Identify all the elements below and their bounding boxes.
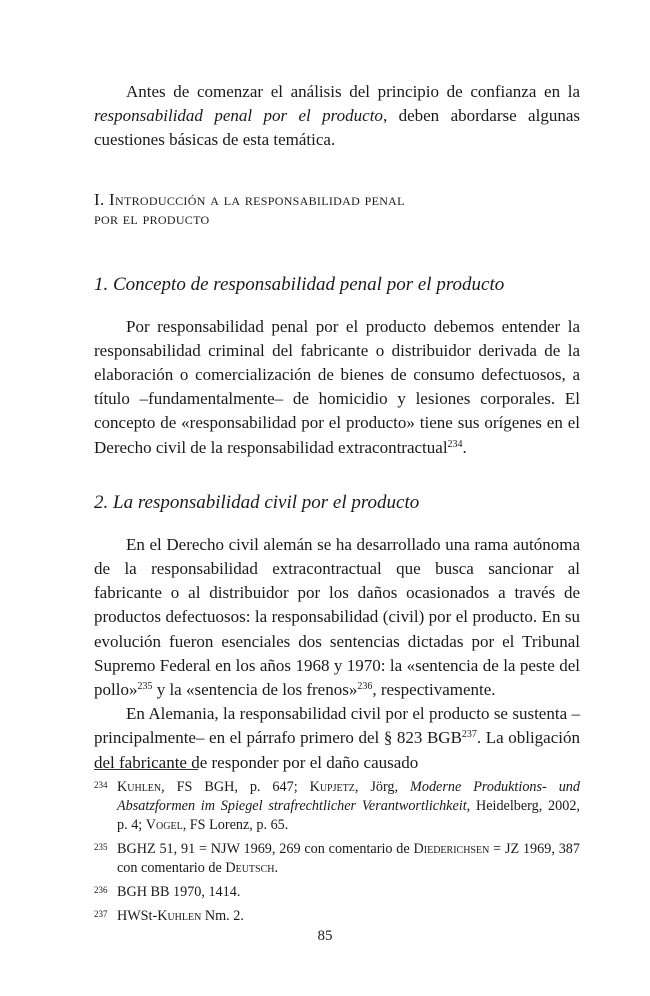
citation-text: HWSt- — [117, 908, 158, 924]
book-title: Moderne Produktions- und Absatzformen im Spiegel strafrechtlicher Verantwortlichkeit — [117, 779, 580, 814]
author-name: Diederichsen — [413, 841, 490, 857]
citation-text: , Heidelberg, 2002, p. 4; — [117, 798, 580, 833]
intro-text-end: , deben abordarse algunas cuestiones básicas de esta temática. — [94, 106, 580, 150]
footnote-ref-236[interactable]: 236 — [357, 681, 373, 693]
footnote-235 — [94, 840, 580, 878]
chapter-heading-line1: I. Introducción a la responsabilidad penal — [94, 189, 405, 209]
citation-text: , FS Lorenz, p. 65. — [182, 817, 289, 833]
intro-paragraph — [94, 80, 580, 153]
footnote-separator — [94, 769, 198, 770]
footnote-text — [117, 907, 580, 926]
citation-text: BGHZ 51, 91 = NJW 1969, 269 con comentario de — [117, 841, 414, 857]
footnote-234 — [94, 778, 580, 835]
intro-text: Antes de comenzar el análisis del principio de confianza en la — [126, 82, 580, 101]
section-2-text-d: En Alemania, la responsabilidad civil por el producto se sustenta –principalmente– en el párrafo primero del § 823 BGB — [94, 704, 580, 748]
intro-italic-term: responsabilidad penal por el producto — [94, 106, 383, 126]
author-name: Deutsch — [225, 860, 275, 876]
section-1-text-end: . — [462, 437, 467, 457]
section-1-paragraph — [94, 315, 580, 460]
footnote-text — [117, 840, 580, 878]
page-body — [94, 80, 580, 775]
footnote-number: 236 — [94, 885, 108, 895]
citation-text: , FS BGH, p. 647; — [161, 779, 310, 795]
footnote-ref-234[interactable]: 234 — [447, 438, 463, 450]
author-name: Kuhlen — [157, 908, 202, 924]
section-1-text: Por responsabilidad penal por el producto debemos entender la responsabilidad criminal del fabricante o distribuidor derivada de la elaboración o comercialización de bienes de consumo defectuosos, a título –fundamentalmente– de homicidio y lesiones corporales. El concepto de «responsabilidad por el producto» tiene sus orígenes en el Derecho civil de la responsabilidad extracontractual — [94, 316, 580, 457]
footnote-number: 237 — [94, 909, 108, 919]
chapter-heading-line2: por el producto — [94, 208, 210, 228]
author-name: Kupjetz — [309, 779, 355, 795]
footnote-number: 235 — [94, 842, 108, 852]
page-number: 85 — [317, 928, 333, 944]
citation-text: , Jörg, — [354, 779, 411, 795]
citation-text: BGH BB 1970, 1414. — [117, 884, 241, 900]
footnote-236 — [94, 883, 580, 902]
footnote-ref-237[interactable]: 237 — [461, 729, 477, 741]
footnotes — [94, 778, 580, 931]
citation-text: Nm. 2. — [201, 908, 244, 924]
section-2-text-b: y la «sentencia de los frenos» — [152, 680, 358, 700]
citation-text: . — [274, 860, 279, 876]
section-2-text-c: , respectivamente. — [372, 680, 496, 700]
section-2-paragraph-1 — [94, 533, 580, 702]
author-name: Vogel — [145, 817, 183, 833]
footnote-text — [117, 778, 580, 835]
footnote-text — [117, 883, 580, 902]
section-2-text-e: . La obligación del fabricante de responder por el daño causado — [94, 728, 580, 772]
footnote-number: 234 — [94, 780, 108, 790]
footnote-237 — [94, 907, 580, 926]
footnote-ref-235[interactable]: 235 — [137, 681, 153, 693]
section-2-text-a: En el Derecho civil alemán se ha desarrollado una rama autónoma de la responsabilidad extracontractual que busca sancionar al fabricante o al distribuidor por los daños ocasionados a través de productos defectuosos: la responsabilidad (civil) por el producto. En su evolución fueron esenciales dos sentencias dictadas por el Tribunal Supremo Federal en los años 1968 y 1970: la «sentencia de la peste del pollo» — [94, 534, 580, 700]
section-2-paragraph-2 — [94, 702, 580, 775]
section-2-title: 2. La responsabilidad civil por el producto — [94, 491, 420, 513]
chapter-heading — [94, 190, 580, 228]
author-name: Kuhlen — [117, 779, 162, 795]
section-1-title: 1. Concepto de responsabilidad penal por el producto — [94, 273, 505, 295]
citation-text: = JZ 1969, 387 con comentario de — [117, 841, 580, 876]
